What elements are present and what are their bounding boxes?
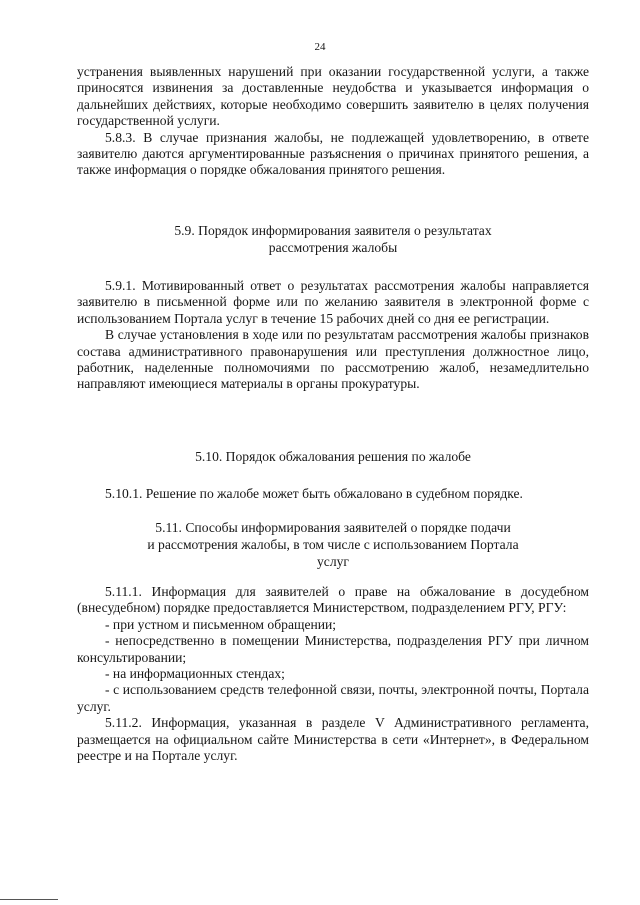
paragraph-5-11-1: 5.11.1. Информация для заявителей о праве на обжалование в досудебном (внесудебном) порядке предоставляется Министерством, подразделением РГУ, РГУ: bbox=[77, 584, 589, 616]
heading-5-9 bbox=[70, 222, 596, 256]
heading-5-10 bbox=[70, 448, 596, 465]
paragraph-5-11-2: 5.11.2. Информация, указанная в разделе V Административного регламента, размещается на официальном сайте Министерства в сети «Интернет», в Федеральном реестре и на Портале услуг. bbox=[77, 715, 589, 764]
list-item: - непосредственно в помещении Министерства, подразделения РГУ при личном консультировании; bbox=[77, 633, 589, 665]
heading-line: рассмотрения жалобы bbox=[268, 240, 398, 255]
list-item: - при устном и письменном обращении; bbox=[105, 616, 337, 632]
heading-line: 5.9. Порядок информирования заявителя о результатах bbox=[174, 223, 492, 238]
list-item: - с использованием средств телефонной связи, почты, электронной почты, Портала услуг. bbox=[77, 682, 589, 714]
section-5-10-text bbox=[77, 486, 589, 502]
heading-line: 5.11. Способы информирования заявителей о порядке подачи bbox=[155, 520, 511, 535]
heading-line: и рассмотрения жалобы, в том числе с использованием Портала bbox=[147, 537, 519, 552]
paragraph-5-9-1: 5.9.1. Мотивированный ответ о результатах рассмотрения жалобы направляется заявителю в письменной форме или по желанию заявителя в электронной форме с использованием Портала услуг в течение 15 рабочих дней со дня ее регистрации. bbox=[77, 278, 589, 326]
paragraph: В случае установления в ходе или по результатам рассмотрения жалобы признаков состава административного правонарушения или преступления должностное лицо, работник, наделенные полномочиями по рассмотрению жалоб, незамедлительно направляют имеющиеся материалы в органы прокуратуры. bbox=[77, 327, 589, 392]
heading-line: услуг bbox=[317, 554, 349, 569]
heading-line: 5.10. Порядок обжалования решения по жалобе bbox=[195, 449, 471, 464]
section-5-11-text bbox=[77, 584, 589, 764]
section-5-9-text bbox=[77, 278, 589, 393]
paragraph: устранения выявленных нарушений при оказании государственной услуги, а также приносятся извинения за доставленные неудобства и указывается информация о дальнейших действиях, которые необходимо совершить заявителю в целях получения государственной услуги. bbox=[77, 64, 589, 129]
paragraph-5-8-3: 5.8.3. В случае признания жалобы, не подлежащей удовлетворению, в ответе заявителю даются аргументированные разъяснения о причинах принятого решения, а также информация о порядке обжалования принятого решения. bbox=[77, 129, 589, 178]
page-number: 24 bbox=[314, 41, 326, 53]
paragraph-5-10-1: 5.10.1. Решение по жалобе может быть обжаловано в судебном порядке. bbox=[105, 486, 523, 501]
footer-rule bbox=[0, 899, 58, 900]
section-5-8-text bbox=[77, 64, 589, 179]
list-item: - на информационных стендах; bbox=[105, 666, 285, 682]
heading-5-11 bbox=[70, 519, 596, 570]
